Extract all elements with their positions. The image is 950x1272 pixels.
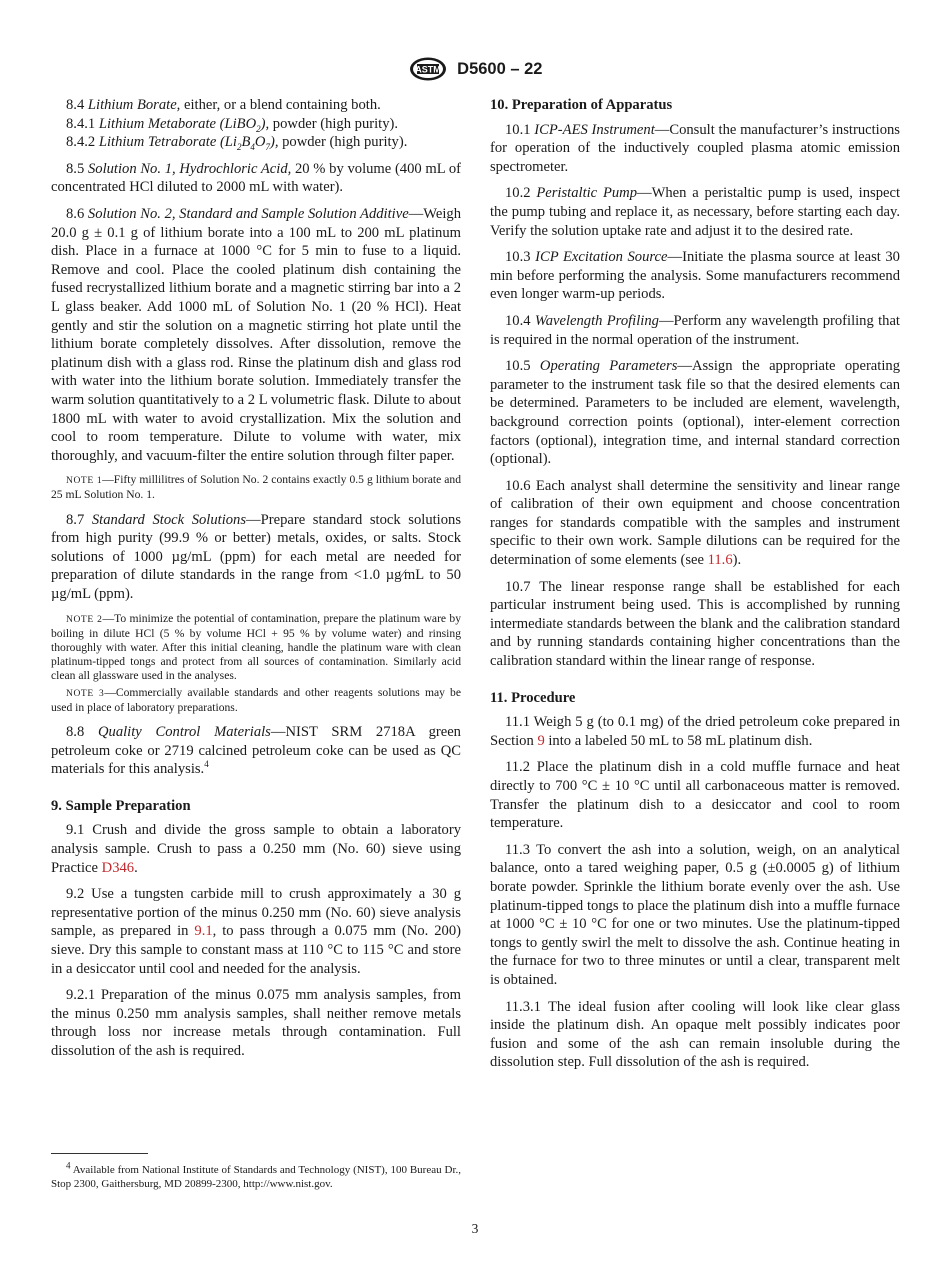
section-9-1: 9.1 Crush and divide the gross sample to obtain a laboratory analysis sample. Crush to pass a 0.250 mm (No. 60) sieve using Practice D346. [51, 822, 461, 876]
section-8-7: 8.7 Standard Stock Solutions—Prepare standard stock solutions from high purity (99.9 % or better) metals, oxides, or salts. Stock solutions of 1000 µg/mL (ppm) for each metal are needed for preparation of dilute standards in the range from <1.0 µg⁄mL to 50 µg/mL (ppm). [51, 511, 462, 603]
section-8-4-1: 8.4.1 Lithium Metaborate (LiBO$_2$), powder (high purity). [66, 115, 399, 134]
section-9-2-1: 9.2.1 Preparation of the minus 0.075 mm analysis samples, from the minus 0.250 mm analysis samples, shall neither remove metals through loss nor increase metals through contamination. Full dissolution of the ash is required. [51, 987, 461, 1059]
section-10-6: 10.6 Each analyst shall determine the sensitivity and linear range of calibration of their own equipment and choose concentration ranges for standards compatible with the samples and instrument specific to their own work. Sample dilutions can be required for the determination of some elements (see 11.6). [490, 477, 900, 569]
link-section-9[interactable]: 9 [537, 732, 545, 749]
link-9-1[interactable]: 9.1 [194, 923, 213, 940]
left-column [51, 96, 461, 1069]
right-column [490, 96, 900, 1080]
page-number: 3 [471, 1221, 479, 1236]
link-d346[interactable]: D346 [101, 859, 135, 876]
section-10-5: 10.5 Operating Parameters—Assign the appropriate operating parameter to the instrument task file so that the desired elements can be determined. Parameters to be included are element, wavelength, background correction points (optional), inter-element correction factors (optional), integration time, and internal standard correction (optional). [490, 358, 900, 468]
section-8-8: 8.8 Quality Control Materials—NIST SRM 2718A green petroleum coke or 2719 calcined petroleum coke can be used as QC materials for this analysis.$^4$ [51, 724, 461, 778]
section-8-5: 8.5 Solution No. 1, Hydrochloric Acid, 20 % by volume (400 mL of concentrated HCl diluted to 2000 mL with water). [51, 160, 461, 196]
section-10-2: 10.2 Peristaltic Pump—When a peristaltic pump is used, inspect the pump tubing and replace it, as necessary, before starting each day. Verify the solution uptake rate and adjust it to the desired rate. [490, 185, 901, 239]
document-code: D5600 – 22 [457, 59, 543, 78]
note-1: NOTE 1—Fifty millilitres of Solution No. 2 contains exactly 0.5 g lithium borate and 25 mL Solution No. 1. [51, 473, 461, 502]
section-11-3-1: 11.3.1 The ideal fusion after cooling will look like clear glass inside the platinum dish. An opaque melt possibly indicates poor fusion and some of the ash can remain insoluble during the dissolution step. Full dissolution of the ash is required. [490, 998, 900, 1071]
footnote-ref-4[interactable]: 4 [204, 759, 209, 770]
section-9-heading: 9. Sample Preparation [51, 797, 191, 814]
section-8-4-2: 8.4.2 Lithium Tetraborate $(Li_2B_4O_7)$, powder (high purity). [66, 134, 408, 153]
page-header [0, 56, 950, 80]
section-8-4: 8.4 Lithium Borate, either, or a blend containing both. [66, 97, 381, 113]
section-8-6: 8.6 Solution No. 2, Standard and Sample Solution Additive—Weigh 20.0 g ± 0.1 g of lithium borate into a 100 mL to 200 mL platinum dish. Place in a furnace at 1000 °C for 5 min to fuse to a liquid. Remove and cool. Place the cooled platinum dish containing the fused recrystallized lithium borate and a magnetic stirring bar into a 2 L glass beaker. Add 1000 mL of Solution No. 1 (20 % HCl). Heat gently and stir the solution on a magnetic stirring hot plate until the lithium borate completely dissolves. After dissolution, remove the platinum dish with a glass rod. Rinse the platinum dish and glass rod with water into the lithium borate solution. Immediately transfer the warm solution quantitatively to a 2 L volumetric flask. Dilute to about 1800 mL with water to avoid crystallization. Mix the solution and cool to room temperature. Dilute to volume with water, mix thoroughly, and vacuum-filter the entire solution through filter paper. [51, 205, 461, 464]
section-11-2: 11.2 Place the platinum dish in a cold muffle furnace and heat directly to 700 °C ± 10 °C until all carbonaceous matter is removed. Transfer the platinum dish to a desiccator and cool to room temperature. [490, 759, 900, 832]
section-9-2: 9.2 Use a tungsten carbide mill to crush approximately a 30 g representative portion of the minus 0.250 mm (No. 60) sieve analysis sample, as prepared in 9.1, to pass through a 0.075 mm (No. 200) sieve. Dry this sample to constant mass at 110 °C to 115 °C and store in a desiccator until cool and needed for the analysis. [51, 886, 461, 977]
section-10-7: 10.7 The linear response range shall be established for each particular instrument being used. This is accomplished by running intermediate standards between the blank and the calibration standard and by running standards containing higher concentrations than the calibration standard within the linear range of response. [490, 578, 900, 670]
section-10-4: 10.4 Wavelength Profiling—Perform any wavelength profiling that is required in the normal operation of the instrument. [490, 312, 900, 348]
footnote-divider [51, 1153, 148, 1154]
section-11-heading: 11. Procedure [490, 689, 576, 706]
footnote-4: $^4$ Available from National Institute of Standards and Technology (NIST), 100 Bureau Dr., Stop 2300, Gaithersburg, MD 20899-2300, http://www.nist.gov. [51, 1160, 461, 1190]
link-11-6[interactable]: 11.6 [707, 552, 733, 569]
section-10-3: 10.3 ICP Excitation Source—Initiate the plasma source at least 30 min before performing the analysis. Some manufacturers recommend even longer warm-up periods. [490, 249, 900, 303]
astm-logo [408, 56, 448, 82]
svg-text:ASTM: ASTM [414, 64, 441, 75]
note-3: NOTE 3—Commercially available standards and other reagents solutions may be used in place of laboratory preparations. [51, 685, 461, 714]
section-10-1: 10.1 ICP-AES Instrument—Consult the manufacturer’s instructions for operation of the inductively coupled plasma atomic emission spectrometer. [490, 121, 900, 175]
section-11-1: 11.1 Weigh 5 g (to 0.1 mg) of the dried petroleum coke prepared in Section 9 into a labeled 50 mL to 58 mL platinum dish. [490, 714, 900, 749]
section-11-3: 11.3 To convert the ash into a solution, weigh, on an analytical balance, onto a tared weighing paper, 0.5 g (±0.0005 g) of lithium borate powder. Sprinkle the lithium borate evenly over the ash. Use platinum-tipped tongs to place the platinum dish into a muffle furnace at 1000 °C ± 10 °C for one or two minutes. Use the platinum-tipped tongs to gently swirl the melt to dissolve the ash. Continue heating in the furnace for two to three minutes or until a clear, transparent melt is obtained. [490, 841, 900, 988]
note-2: NOTE 2—To minimize the potential of contamination, prepare the platinum ware by boiling in dilute HCl (5 % by volume HCl + 95 % by volume water) and rinsing thoroughly with water. After this initial cleaning, handle the platinum ware with clean platinum-tipped tongs and protect from all sources of contamination. Similarly acid clean all glassware used in the analyses. [51, 611, 461, 683]
section-10-heading: 10. Preparation of Apparatus [490, 97, 673, 113]
